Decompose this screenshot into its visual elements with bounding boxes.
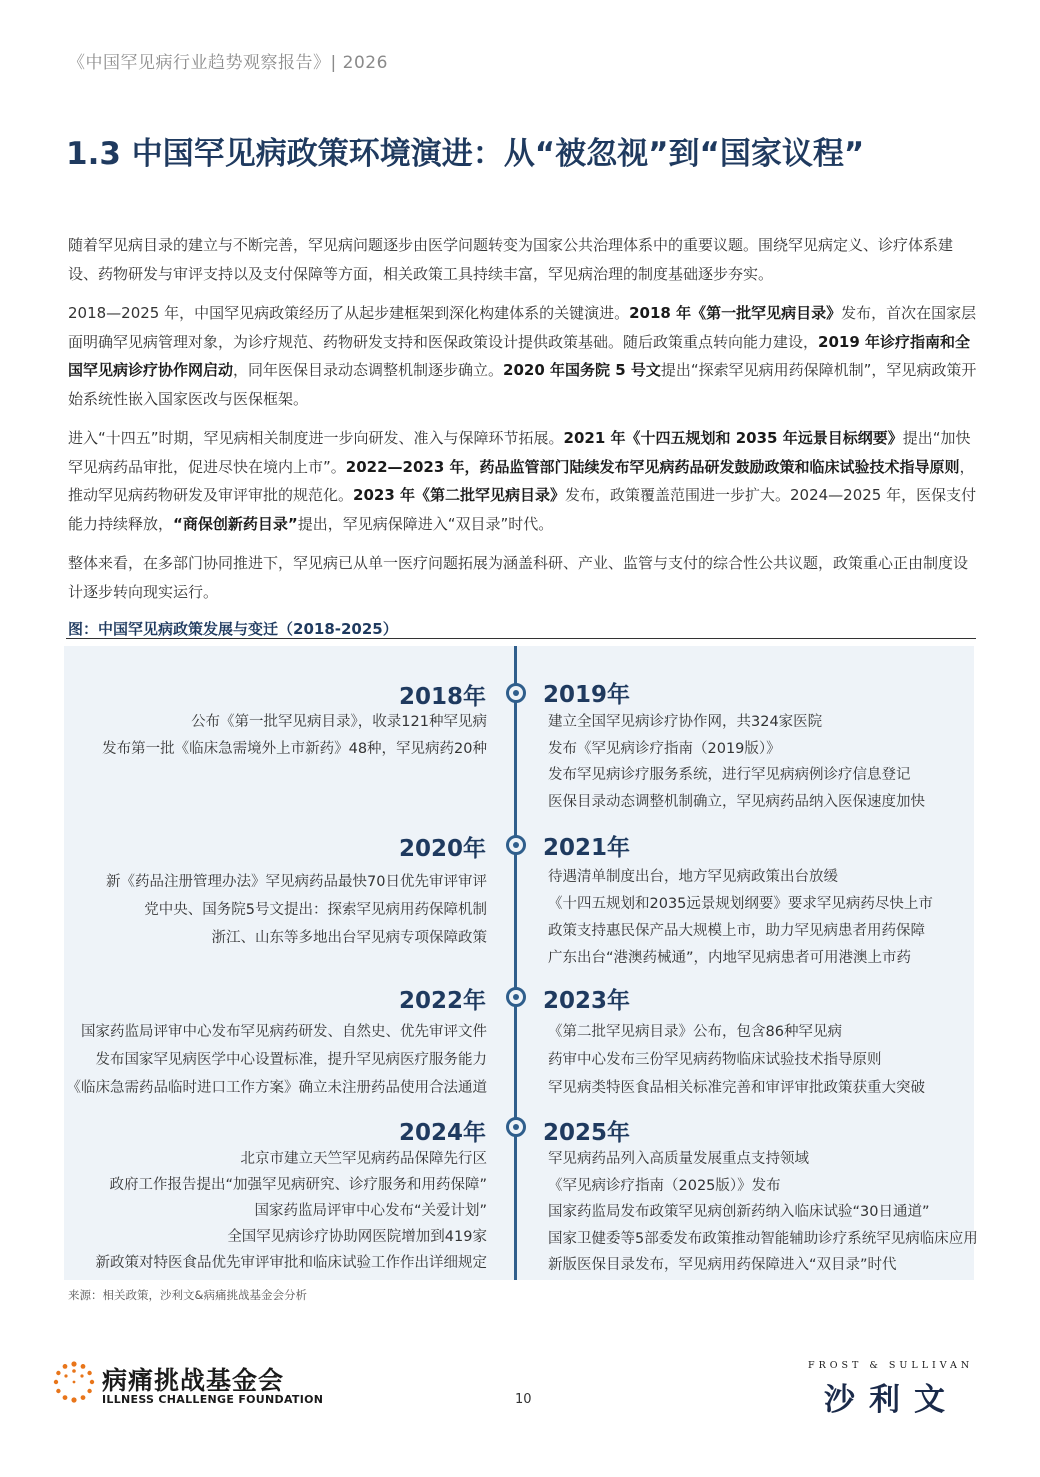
paragraph-2 xyxy=(68,299,978,413)
timeline-item: 发布《罕见病诊疗指南（2019版）》 xyxy=(548,740,781,757)
timeline-axis xyxy=(514,646,517,1280)
logo-right-cn: 沙利文 xyxy=(824,1382,959,1418)
timeline-item: 国家药监局评审中心发布“关爱计划” xyxy=(254,1203,487,1219)
timeline-items-2020 xyxy=(106,868,487,952)
timeline-item: 罕见病类特医食品相关标准完善和审评审批政策获重大突破 xyxy=(548,1080,925,1096)
timeline-year-2025: 2025年 xyxy=(543,1120,631,1146)
timeline-items-2023 xyxy=(548,1018,925,1102)
timeline-item: 发布罕见病诊疗服务系统，进行罕见病病例诊疗信息登记 xyxy=(548,767,911,783)
timeline-item: 广东出台“港澳药械通”，内地罕见病患者可用港澳上市药 xyxy=(548,950,912,966)
timeline-items-2018 xyxy=(102,709,487,763)
timeline-year-2024: 2024年 xyxy=(398,1120,486,1146)
source-note: 来源：相关政策，沙利文&病痛挑战基金会分析 xyxy=(68,1288,307,1302)
paragraph-text: ，推动罕见病药物研发及审评审批的规范化。 xyxy=(68,457,975,504)
paragraph-4 xyxy=(68,549,978,606)
emphasis-text: 2021 年《十四五规划和 2035 年远景目标纲要》 xyxy=(563,429,903,447)
sunburst-emblem-icon xyxy=(52,1360,96,1404)
timeline-node-icon xyxy=(506,1117,526,1137)
running-header: 《中国罕见病行业趋势观察报告》| 2026 xyxy=(68,53,388,73)
paragraph-text: 提出，罕见病保障进入“双目录”时代。 xyxy=(297,514,554,533)
timeline-node-icon xyxy=(506,683,526,703)
timeline-item: 药审中心发布三份罕见病药物临床试验技术指导原则 xyxy=(548,1052,882,1068)
timeline-item: 政府工作报告提出“加强罕见病研究、诊疗服务和用药保障” xyxy=(109,1177,487,1193)
timeline-items-2024 xyxy=(96,1146,488,1276)
timeline-node-icon xyxy=(506,987,526,1007)
timeline-item: 党中央、国务院5号文提出：探索罕见病用药保障机制 xyxy=(144,902,487,918)
timeline-item: 《十四五规划和2035远景规划纲要》要求罕见病药尽快上市 xyxy=(548,896,933,912)
timeline-item: 《第二批罕见病目录》公布，包含86种罕见病 xyxy=(548,1024,842,1040)
paragraph-text: 提出“加快罕见病药品审批，促进尽快在境内上市”。 xyxy=(68,429,971,476)
logo-left-cn: 病痛挑战基金会 xyxy=(102,1366,285,1395)
illness-challenge-foundation-logo xyxy=(52,1360,352,1410)
emphasis-text: 2019 年诊疗指南和全国罕见病诊疗协作网启动 xyxy=(68,332,970,379)
paragraph-3 xyxy=(68,424,978,538)
frost-sullivan-logo xyxy=(808,1360,993,1418)
timeline-year-2019: 2019年 xyxy=(543,682,631,708)
paragraph-text: 进入“十四五”时期，罕见病相关制度进一步向研发、准入与保障环节拓展。 xyxy=(68,429,564,447)
timeline-item: 政策支持惠民保产品大规模上市，助力罕见病患者用药保障 xyxy=(548,923,925,939)
paragraph-text: 随着罕见病目录的建立与不断完善，罕见病问题逐步由医学问题转变为国家公共治理体系中的重要议题。围绕罕见病定义、诊疗体系建设、药物研发与审评支持以及支付保障等方面，相关政策工具持续丰富，罕见病治理的制度基础逐步夯实。 xyxy=(68,236,954,283)
timeline-item: 发布国家罕见病医学中心设置标准，提升罕见病医疗服务能力 xyxy=(95,1052,487,1068)
timeline-item: 国家卫健委等5部委发布政策推动智能辅助诊疗系统罕见病临床应用 xyxy=(548,1230,978,1247)
timeline-item: 《临床急需药品临时进口工作方案》确立未注册药品使用合法通道 xyxy=(66,1080,487,1096)
timeline-item: 国家药监局发布政策罕见病创新药纳入临床试验“30日通道” xyxy=(548,1204,930,1220)
timeline-year-2023: 2023年 xyxy=(543,988,631,1014)
paragraph-1 xyxy=(68,231,978,288)
figure-caption-rule xyxy=(66,638,976,639)
logo-left-en: ILLNESS CHALLENGE FOUNDATION xyxy=(102,1393,324,1406)
timeline-items-2021 xyxy=(548,864,933,972)
timeline-items-2025 xyxy=(548,1146,978,1279)
emphasis-text: 2020 年国务院 5 号文 xyxy=(503,361,661,379)
paragraph-text: 发布，政策覆盖范围进一步扩大。2024—2025 年，医保支付能力持续释放， xyxy=(68,486,977,533)
timeline-year-2021: 2021年 xyxy=(543,835,631,861)
paragraph-text: 整体来看，在多部门协同推进下，罕见病已从单一医疗问题拓展为涵盖科研、产业、监管与支付的综合性公共议题，政策重心正由制度设计逐步转向现实运行。 xyxy=(68,554,969,601)
timeline-item: 浙江、山东等多地出台罕见病专项保障政策 xyxy=(211,930,487,946)
timeline-node-icon xyxy=(506,835,526,855)
emphasis-text: 2023 年《第二批罕见病目录》 xyxy=(353,486,565,504)
logo-right-en: FROST & SULLIVAN xyxy=(808,1360,974,1371)
timeline-item: 待遇清单制度出台，地方罕见病政策出台放缓 xyxy=(548,869,838,885)
timeline-year-2020: 2020年 xyxy=(398,836,486,862)
timeline-item: 国家药监局评审中心发布罕见病药研发、自然史、优先审评文件 xyxy=(81,1024,487,1040)
emphasis-text: 2018 年《第一批罕见病目录》 xyxy=(629,304,842,322)
timeline-item: 公布《第一批罕见病目录》，收录121种罕见病 xyxy=(191,714,487,730)
timeline-item: 《罕见病诊疗指南（2025版）》发布 xyxy=(548,1177,781,1194)
timeline-items-2019 xyxy=(548,709,925,815)
emphasis-text: 2022—2023 年，药品监管部门陆续发布罕见病药品研发鼓励政策和临床试验技术指导原则 xyxy=(345,457,960,476)
paragraph-text: 发布，首次在国家层面明确罕见病管理对象，为诊疗规范、药物研发支持和医保政策设计提供政策基础。随后政策重点转向能力建设， xyxy=(68,304,977,351)
paragraph-text: ，同年医保目录动态调整机制逐步确立。 xyxy=(233,361,504,379)
timeline-items-2022 xyxy=(67,1018,488,1102)
timeline-year-2018: 2018年 xyxy=(398,684,486,710)
emphasis-text: “商保创新药目录” xyxy=(173,514,298,533)
timeline-item: 新政策对特医食品优先审评审批和临床试验工作作出详细规定 xyxy=(95,1255,487,1271)
paragraph-text: 提出“探索罕见病用药保障机制”，罕见病政策开始系统性嵌入国家医改与医保框架。 xyxy=(68,361,977,408)
timeline-item: 新《药品注册管理办法》罕见病药品最快70日优先审评审评 xyxy=(106,874,487,890)
timeline-item: 全国罕见病诊疗协助网医院增加到419家 xyxy=(227,1229,487,1245)
paragraph-text: 2018—2025 年，中国罕见病政策经历了从起步建框架到深化构建体系的关键演进。 xyxy=(68,304,630,322)
timeline-item: 新版医保目录发布，罕见病用药保障进入“双目录”时代 xyxy=(548,1257,897,1273)
timeline-item: 罕见病药品列入高质量发展重点支持领域 xyxy=(548,1151,809,1167)
timeline-item: 医保目录动态调整机制确立，罕见病药品纳入医保速度加快 xyxy=(548,793,925,810)
timeline-item: 发布第一批《临床急需境外上市新药》48种，罕见病药20种 xyxy=(102,741,487,757)
page-number: 10 xyxy=(515,1392,532,1407)
section-title: 1.3 中国罕见病政策环境演进：从“被忽视”到“国家议程” xyxy=(66,136,865,172)
timeline-item: 建立全国罕见病诊疗协作网，共324家医院 xyxy=(548,714,823,730)
timeline-item: 北京市建立天竺罕见病药品保障先行区 xyxy=(240,1151,487,1167)
figure-caption: 图：中国罕见病政策发展与变迁（2018-2025） xyxy=(68,620,398,638)
timeline-year-2022: 2022年 xyxy=(398,988,486,1014)
